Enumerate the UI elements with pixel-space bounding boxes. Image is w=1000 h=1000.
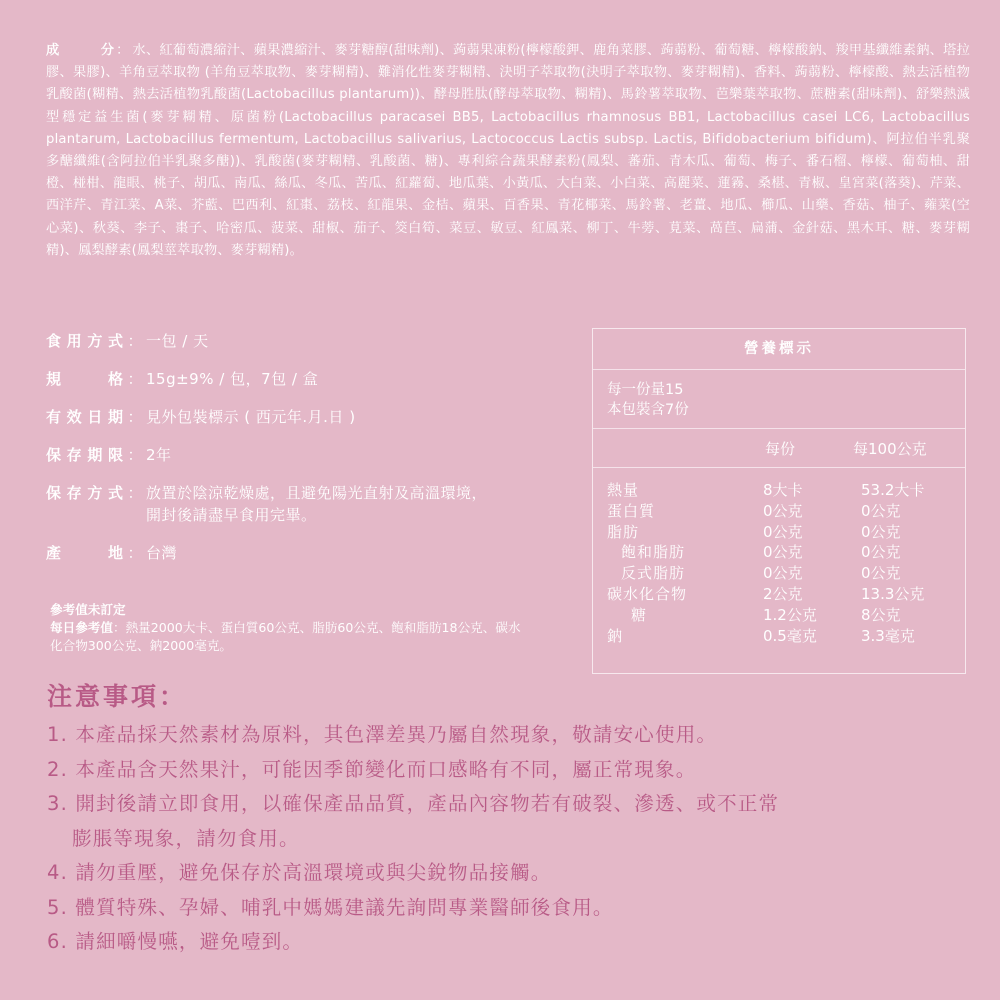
label-char: 有 <box>46 408 63 426</box>
spec-value-line-1: 放置於陰涼乾燥處，且避免陽光直射及高溫環境， <box>146 484 488 502</box>
label-char: 保 <box>46 484 63 502</box>
ingredients-label-char-1: 成 <box>46 43 60 58</box>
precaution-item: 4. 請勿重壓，避免保存於高溫環境或與尖銳物品接觸。 <box>47 861 552 884</box>
nutrition-serving-info <box>593 370 965 429</box>
daily-reference-text <box>50 619 530 655</box>
label-char: 規 <box>46 370 63 388</box>
label-char: 產 <box>46 544 63 562</box>
nutrition-row <box>593 563 965 584</box>
label-char: 地 <box>107 544 124 562</box>
label-char: 存 <box>66 446 83 464</box>
spec-row-origin <box>46 542 586 564</box>
label-char: 日 <box>87 408 104 426</box>
nutrition-header-row <box>593 429 965 468</box>
precaution-item: 6. 請細嚼慢嚥，避免噎到。 <box>47 930 304 953</box>
ingredients-section <box>46 40 970 262</box>
label-char: 方 <box>87 332 104 350</box>
header-per-serving: 每份 <box>765 439 796 458</box>
nutrition-row <box>593 542 965 563</box>
nutrient-per-100g: 0公克 <box>861 564 901 583</box>
label-char: 用 <box>66 332 83 350</box>
precaution-item-text: 3. 開封後請立即食用，以確保產品品質，產品內容物若有破裂、滲透、或不正常 <box>47 792 780 815</box>
nutrient-name: 飽和脂肪 <box>621 543 686 562</box>
nutrient-per-serving: 2公克 <box>763 584 803 603</box>
spec-colon: ： <box>127 332 143 350</box>
label-char: 保 <box>46 446 63 464</box>
label-char: 存 <box>66 484 83 502</box>
spec-label <box>46 406 124 428</box>
precaution-item: 2. 本產品含天然果汁，可能因季節變化而口感略有不同，屬正常現象。 <box>47 757 697 781</box>
daily-reference-section <box>50 601 530 655</box>
nutrient-name: 蛋白質 <box>607 501 656 520</box>
spec-value-line-2: 開封後請盡早食用完畢。 <box>146 506 317 524</box>
daily-reference-colon: ： <box>112 620 126 635</box>
spec-colon: ： <box>127 484 143 502</box>
reference-title: 參考值未訂定 <box>50 602 126 617</box>
ingredients-label <box>46 40 114 62</box>
spec-row-shelf-life <box>46 444 586 466</box>
precautions-title: 注意事項： <box>47 682 188 711</box>
spec-value: 見外包裝標示 ( 西元年.月.日 ) <box>146 408 356 426</box>
nutrient-name: 反式脂肪 <box>621 564 686 583</box>
precaution-item: 5. 體質特殊、孕婦、哺乳中媽媽建議先詢問專業醫師後食用。 <box>47 895 614 919</box>
label-char: 期 <box>87 446 104 464</box>
nutrient-per-100g: 0公克 <box>861 543 901 562</box>
nutrient-per-serving: 0公克 <box>763 564 803 583</box>
spec-colon: ： <box>127 544 143 562</box>
spec-label <box>46 444 124 466</box>
nutrient-name: 碳水化合物 <box>607 584 688 603</box>
nutrient-per-serving: 0公克 <box>763 501 803 520</box>
spec-value: 2年 <box>146 446 172 464</box>
nutrient-name: 脂肪 <box>607 522 640 541</box>
spec-colon: ： <box>127 408 143 426</box>
nutrient-per-serving: 1.2公克 <box>763 605 817 624</box>
nutrient-name: 鈉 <box>607 626 624 645</box>
spec-label <box>46 542 124 564</box>
nutrition-row <box>593 584 965 605</box>
spec-colon: ： <box>127 370 143 388</box>
nutrient-per-100g: 8公克 <box>861 605 901 624</box>
nutrient-per-100g: 53.2大卡 <box>861 481 925 499</box>
nutrient-per-100g: 13.3公克 <box>861 584 925 603</box>
label-char: 式 <box>107 484 124 502</box>
label-char: 方 <box>87 484 104 502</box>
spec-row-usage <box>46 330 586 352</box>
servings-per-pack: 本包裝含7份 <box>607 402 689 418</box>
nutrient-per-serving: 8大卡 <box>763 481 803 499</box>
nutrient-per-100g: 0公克 <box>861 501 901 520</box>
spec-colon: ： <box>127 446 143 464</box>
nutrient-per-100g: 0公克 <box>861 522 901 541</box>
nutrient-name: 糖 <box>631 605 648 624</box>
spec-row-size <box>46 368 586 390</box>
header-per-100g: 每100公克 <box>853 439 927 458</box>
nutrient-per-100g: 3.3毫克 <box>861 626 915 645</box>
nutrition-row <box>593 501 965 522</box>
nutrient-per-serving: 0公克 <box>763 543 803 562</box>
nutrition-title: 營養標示 <box>593 329 965 370</box>
product-spec-section <box>46 330 586 580</box>
precaution-item <box>47 787 967 856</box>
label-char: 效 <box>66 408 83 426</box>
nutrition-row <box>593 605 965 626</box>
label-char: 食 <box>46 332 63 350</box>
nutrient-per-serving: 0.5毫克 <box>763 626 817 645</box>
label-char: 限 <box>107 446 124 464</box>
serving-size: 每一份量15 <box>607 382 684 398</box>
ingredients-colon: ： <box>116 43 130 58</box>
precaution-item: 1. 本產品採天然素材為原料，其色澤差異乃屬自然現象，敬請安心使用。 <box>47 723 718 746</box>
spec-label <box>46 330 124 352</box>
precaution-item-continuation: 膨脹等現象，請勿食用。 <box>72 826 300 850</box>
nutrient-name: 熱量 <box>607 481 640 499</box>
spec-value: 台灣 <box>146 544 178 562</box>
nutrient-per-serving: 0公克 <box>763 522 803 541</box>
daily-reference-label: 每日參考值 <box>50 620 113 635</box>
nutrition-row <box>593 522 965 543</box>
spec-label <box>46 368 124 390</box>
daily-reference-values: 熱量2000大卡、蛋白質60公克、脂肪60公克、飽和脂肪18公克、碳水化合物300公克、鈉2000毫克。 <box>50 620 521 653</box>
ingredients-text: 水、紅葡萄濃縮汁、蘋果濃縮汁、麥芽糖醇(甜味劑)、蒟蒻果凍粉(檸檬酸鉀、鹿角菜膠、蒟蒻粉、葡萄糖、檸檬酸鈉、羧甲基纖維素鈉、塔拉膠、果膠)、羊角豆萃取物 (羊角豆萃取物、麥芽糊精)、難消化性麥芽糊精、決明子萃取物(決明子萃取物、麥芽糊精)、香料、蒟蒻粉、檸檬酸、熱去活植物乳酸菌(糊精、熱去活植物乳酸菌(Lactobacillus plantarum))、酵母胜肽(酵母萃取物、糊精)、馬鈴薯萃取物、芭樂葉萃取物、蔗糖素(甜味劑)、舒樂熱滅型穩定益生菌(麥芽糊精、原菌粉(Lactobacillus paracasei BB5, Lactobacillus rhamnosus BB1, Lactobacillus casei LC6, Lactobacillus plantarum, Lactobacillus fermentum, Lactobacillus salivarius, Lactococcus Lactis subsp. Lactis, Bifidobacterium bifidum)、阿拉伯半乳聚多醣纖維(含阿拉伯半乳聚多醣))、乳酸菌(麥芽糊精、乳酸菌、糖)、專利綜合蔬果酵素粉(鳳梨、蕃茄、青木瓜、葡萄、梅子、番石榴、檸檬、葡萄柚、甜橙、椪柑、龍眼、桃子、胡瓜、南瓜、絲瓜、冬瓜、苦瓜、紅蘿蔔、地瓜葉、小黃瓜、大白菜、小白菜、高麗菜、蓮霧、桑椹、青椒、皇宮菜(落葵)、芹菜、西洋芹、青江菜、A菜、芥藍、巴西利、紅棗、荔枝、紅龍果、金桔、蘋果、百香果、青花椰菜、馬鈴薯、老薑、地瓜、櫛瓜、山藥、香菇、柚子、蕹菜(空心菜)、秋葵、李子、棗子、哈密瓜、菠菜、甜椒、茄子、筊白筍、菜豆、敏豆、紅鳳菜、柳丁、牛蒡、莧菜、萵苣、扁蒲、金針菇、黑木耳、糖、麥芽糊精)、鳳梨酵素(鳳梨莖萃取物、麥芽糊精)。 <box>46 43 970 258</box>
spec-label <box>46 482 124 504</box>
nutrition-facts-table <box>592 328 966 674</box>
precautions-section <box>47 680 967 960</box>
spec-value: 一包 / 天 <box>146 332 209 350</box>
spec-row-storage <box>46 482 586 526</box>
label-char: 格 <box>107 370 124 388</box>
label-char: 式 <box>107 332 124 350</box>
nutrition-row <box>593 626 965 647</box>
nutrition-row <box>593 480 965 501</box>
label-char: 期 <box>107 408 124 426</box>
spec-value <box>146 482 586 526</box>
spec-row-expiry <box>46 406 586 428</box>
nutrition-rows <box>593 468 965 646</box>
spec-value: 15g±9% / 包，7包 / 盒 <box>146 370 319 388</box>
ingredients-label-char-2: 分 <box>100 43 114 58</box>
